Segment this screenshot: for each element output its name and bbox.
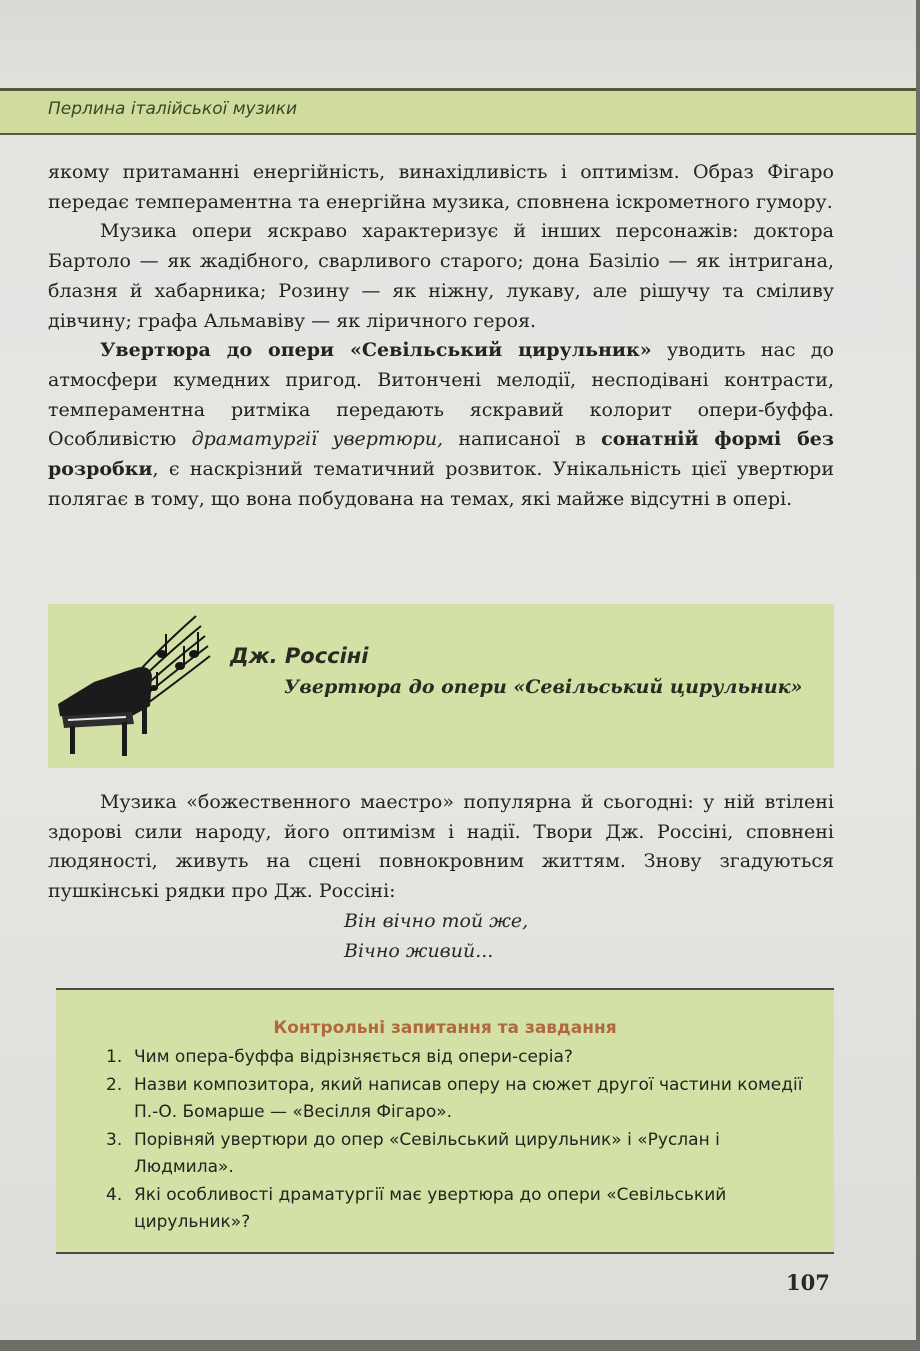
header-divider [0,133,916,135]
question-item: 3. Порівняй увертюри до опер «Севільський цирульник» і «Руслан і Людмила». [106,1129,720,1177]
question-item: 4. Які особливості драматургії має увертюра до опери «Севільський цирульник»? [106,1184,727,1232]
questions-title: Контрольні запитання та завдання [273,1018,617,1038]
questions-box [56,988,834,1254]
verse-line-2: Вічно живий... [344,940,494,962]
composer-name: Дж. Россіні [230,644,369,668]
body-text-top [48,158,834,514]
term-sonata-form: сонатній формі без розробки [48,428,834,481]
question-item: 1. Чим опера-буффа відрізняється від опери-серіа? [106,1047,573,1067]
paragraph-overture: Увертюра до опери «Севільський цирульник» уводить нас до атмосфери кумедних пригод. Витончені мелодії, несподівані контрасти, темпераментна ритміка передають яскравий колорит опери-буффа. Особливістю драматургії увертюри, написаної в сонатній формі без розробки, є наскрізний тематичний розвиток. Унікальність цієї увертюри полягає в тому, що вона побудована на темах, які майже відсутні в опері. [48,339,834,510]
term-dramaturgy: драматургії увертюри, [191,428,444,451]
body-text-bottom [48,788,834,907]
paragraph-maestro: Музика «божественного маестро» популярна й сьогодні: у ній втілені здорові сили народу, його оптимізм і надії. Твори Дж. Россіні, сповнені людяності, живуть на сцені повнокровним життям. Знову згадуються пушкінські рядки про Дж. Россіні: [48,791,834,903]
running-header-title: Перлина італійської музики [48,99,298,119]
work-title: Увертюра до опери «Севільський цирульник» [284,676,803,698]
paragraph-figaro: якому притаманні енергійність, винахідливість і оптимізм. Образ Фігаро передає темпераментна та енергійна музика, сповнена іскрометного гумору. [48,161,834,213]
verse-line-1: Він вічно той же, [344,910,529,932]
paragraph-characters: Музика опери яскраво характеризує й інших персонажів: доктора Бартоло — як жадібного, сварливого старого; дона Базіліо — як інтригана, блазня й хабарника; Розину — як ніжну, лукаву, але рішучу та сміливу дівчину; графа Альмавіву — як ліричного героя. [48,220,834,332]
listening-box [48,604,834,768]
page-number: 107 [786,1270,830,1295]
overture-lead: Увертюра до опери «Севільський цирульник» [100,339,652,362]
running-header [0,88,916,135]
grand-piano-icon [54,608,214,762]
question-item: 2. Назви композитора, який написав оперу на сюжет другої частини комедії П.-О. Бомарше — «Весілля Фігаро». [106,1074,803,1122]
questions-list [106,1044,816,1237]
